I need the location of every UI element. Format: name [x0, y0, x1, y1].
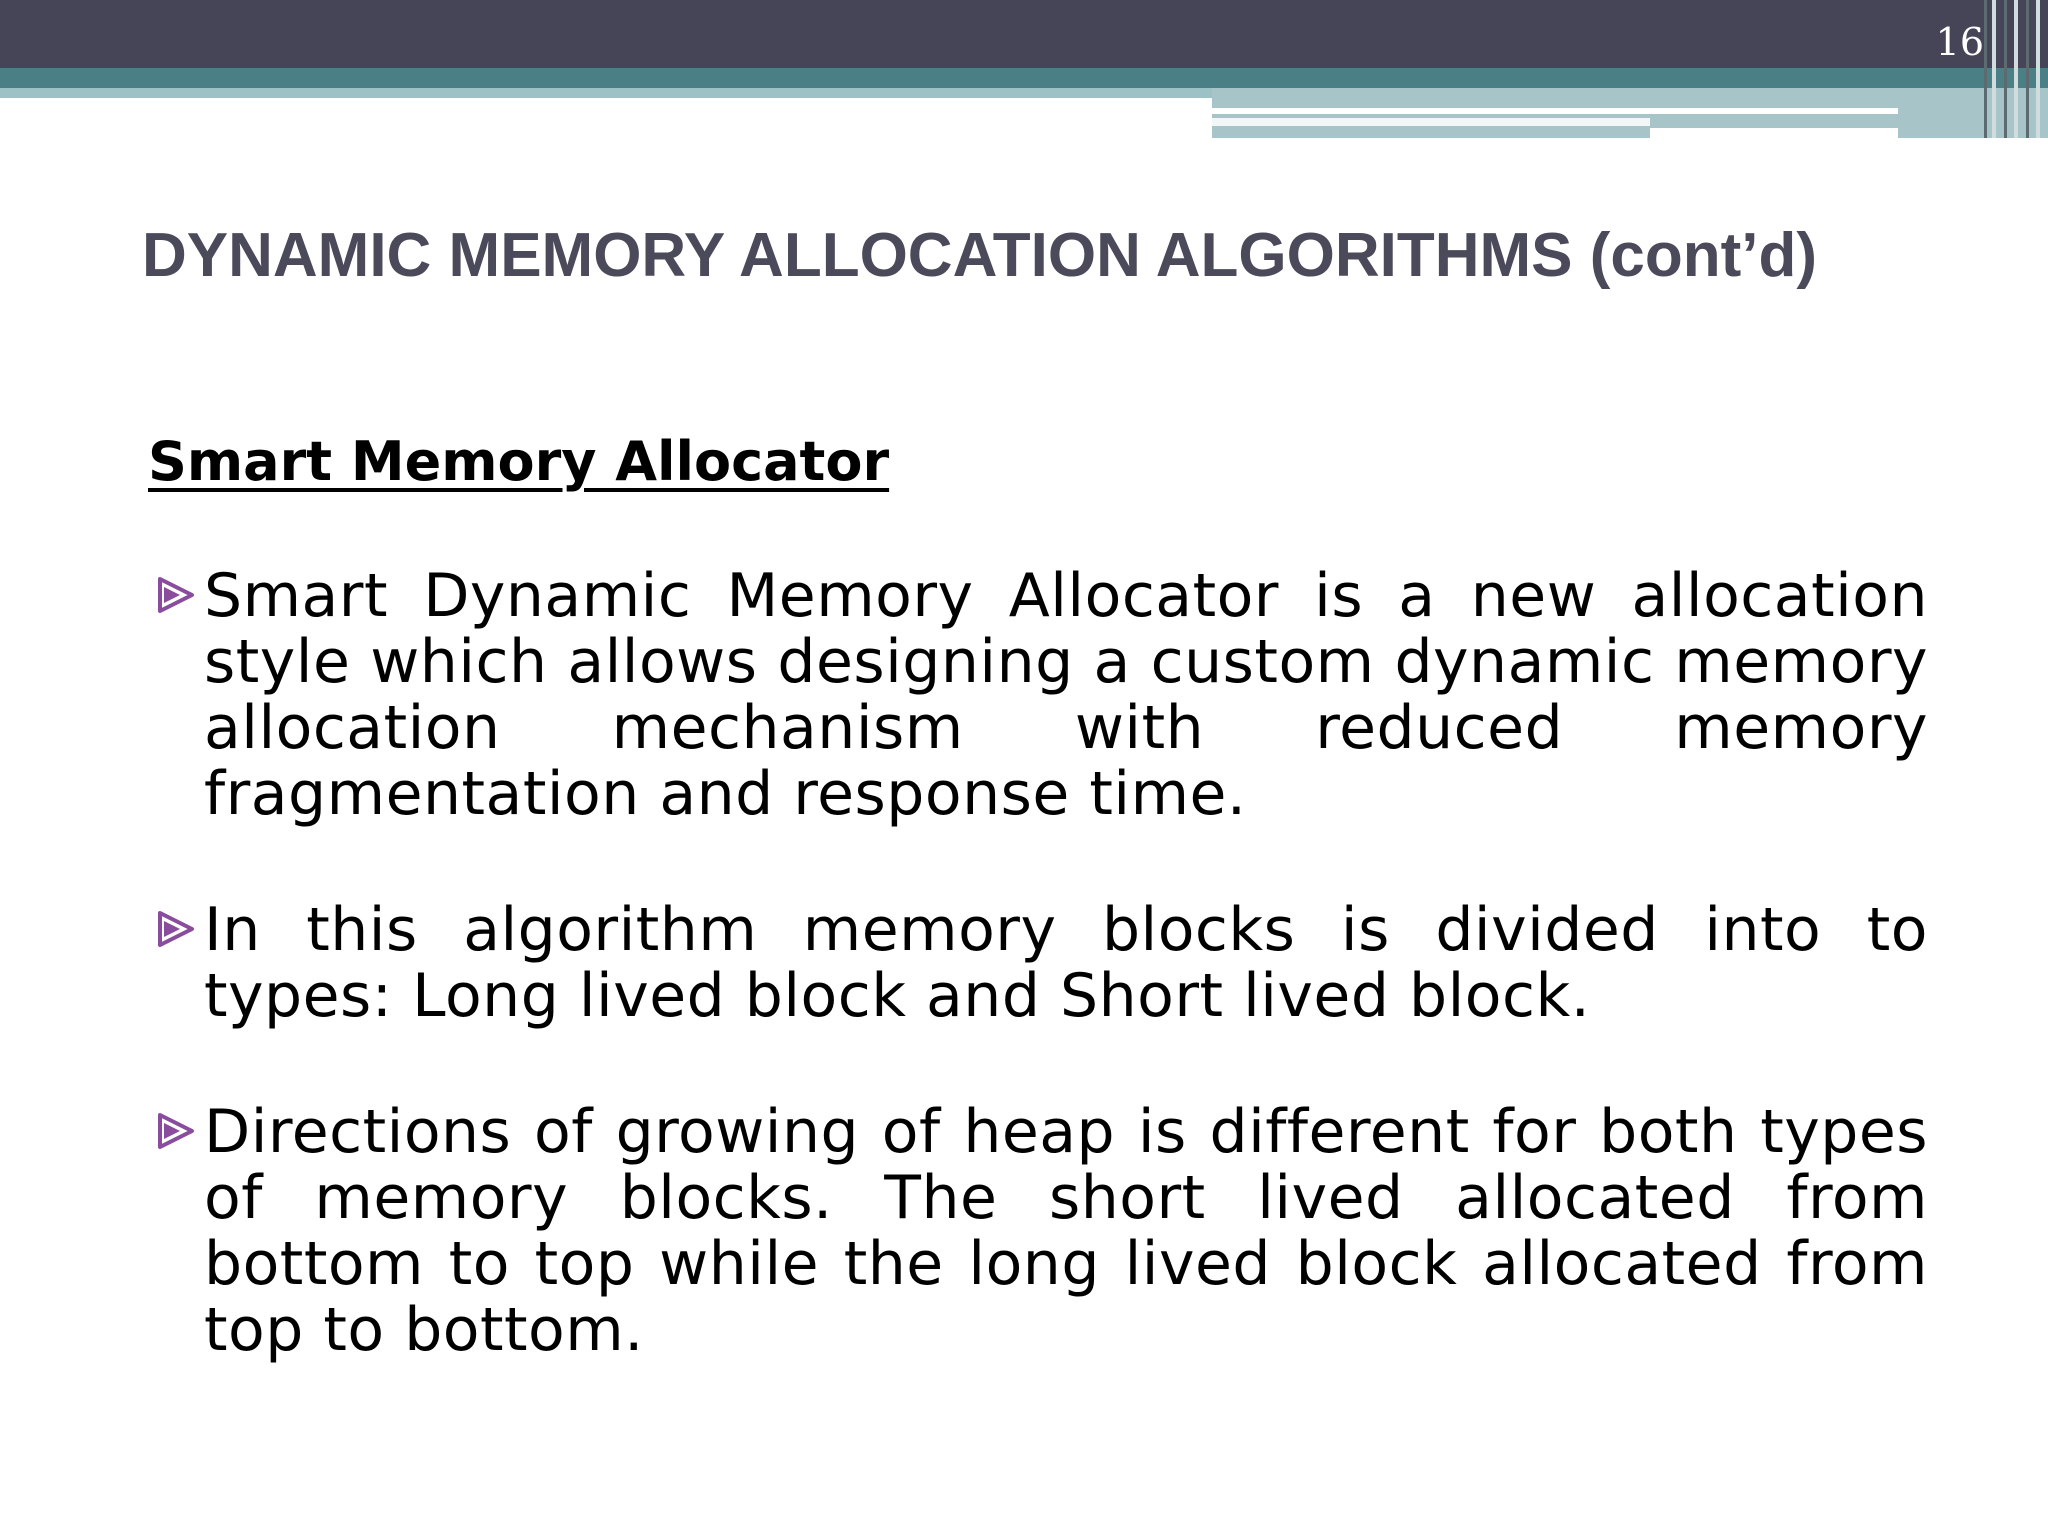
- arrow-bullet-icon: [148, 1099, 204, 1163]
- bullet-text: In this algorithm memory blocks is divided into to types: Long lived block and Short lived block.: [204, 895, 1928, 1031]
- header-stripe: [2036, 0, 2040, 138]
- header-light-bar: [0, 88, 1212, 98]
- section-heading: Smart Memory Allocator: [148, 430, 890, 493]
- header-stripe: [2014, 0, 2018, 138]
- header-stripe: [2004, 0, 2007, 138]
- header-stripe: [1992, 0, 1996, 138]
- bullet-text: Smart Dynamic Memory Allocator is a new allocation style which allows designing a custom dynamic memory allocation mechanism with reduced memory fragmentation and response time.: [204, 561, 1928, 829]
- arrow-bullet-icon: [148, 897, 204, 961]
- bullet-text: Directions of growing of heap is different for both types of memory blocks. The short lived allocated from bottom to top while the long lived block allocated from top to bottom.: [204, 1097, 1928, 1365]
- header-right-line: [1650, 128, 1898, 138]
- page-number: 16: [1935, 20, 1984, 64]
- slide-title: DYNAMIC MEMORY ALLOCATION ALGORITHMS (cont’d): [142, 221, 1817, 290]
- header-dark-bar: [0, 0, 2048, 68]
- header-stripe: [2026, 0, 2029, 138]
- header-right-line: [1212, 118, 1650, 126]
- header-right-line: [1212, 108, 1898, 114]
- slide-content: [148, 430, 1928, 1433]
- bullet-item: [148, 897, 1928, 1029]
- arrow-bullet-icon: [148, 563, 204, 627]
- header-teal-bar: [0, 68, 2048, 88]
- bullet-item: [148, 563, 1928, 827]
- bullet-item: [148, 1099, 1928, 1363]
- header-stripe: [1984, 0, 1987, 138]
